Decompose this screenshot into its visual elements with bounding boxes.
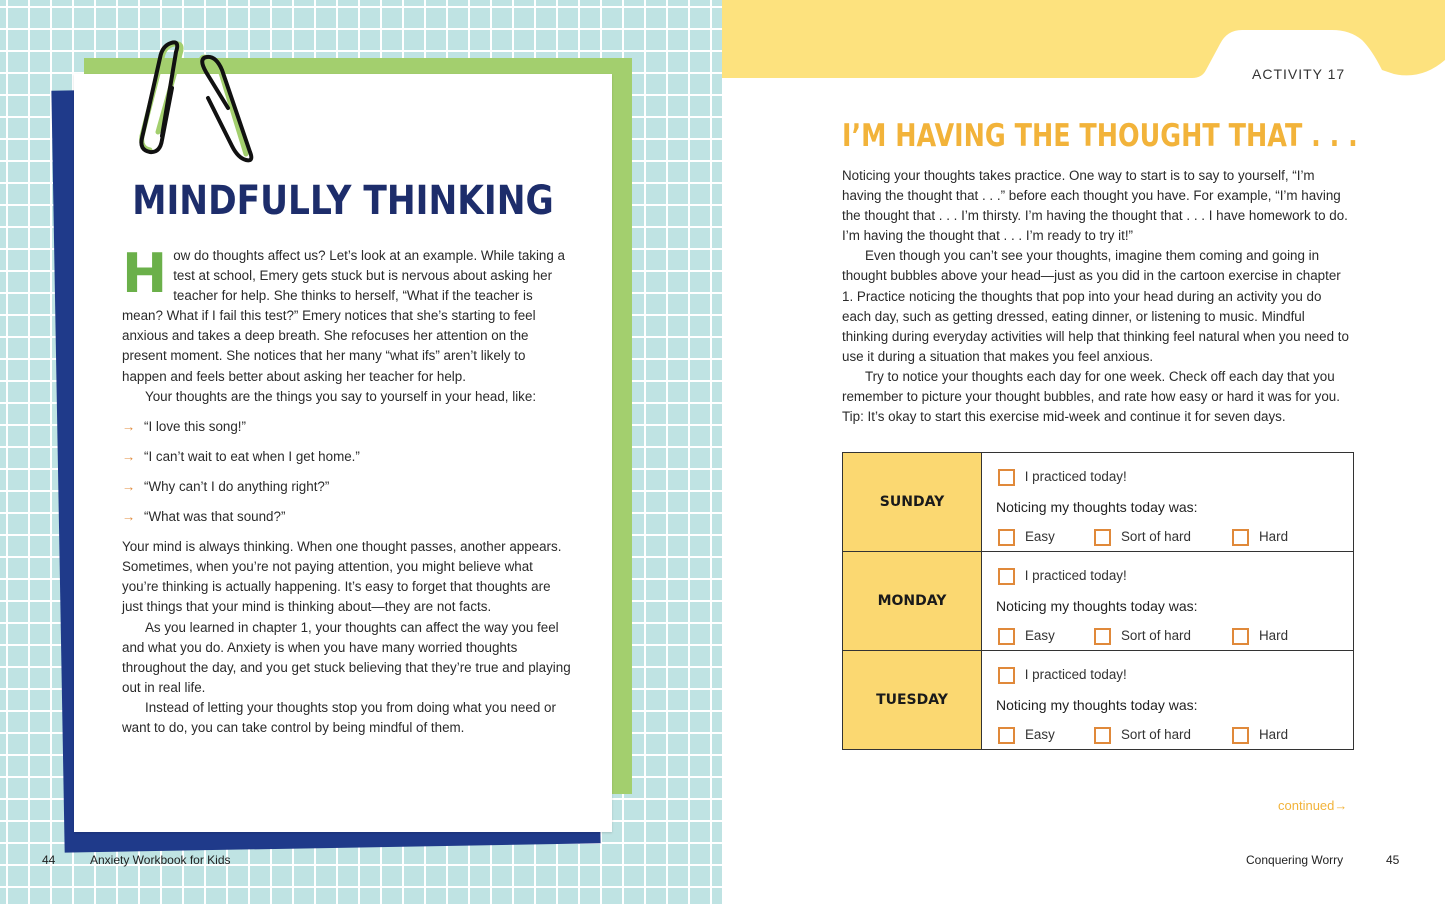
checkbox-icon[interactable] xyxy=(1232,727,1249,744)
checkbox-icon[interactable] xyxy=(1094,727,1111,744)
page-number-left: 44 xyxy=(42,853,56,867)
drop-cap: H xyxy=(122,242,168,305)
hard-option[interactable]: Hard xyxy=(1232,628,1288,645)
list-item: → “Why can’t I do anything right?” xyxy=(122,477,572,497)
checkbox-icon[interactable] xyxy=(1094,628,1111,645)
page-title-right: I’M HAVING THE THOUGHT THAT . . . xyxy=(842,118,1358,154)
checkbox-icon[interactable] xyxy=(1232,628,1249,645)
arrow-right-icon: → xyxy=(122,478,136,494)
checkbox-icon[interactable] xyxy=(998,529,1015,546)
thoughts-paragraph: Your thoughts are the things you say to yourself in your head, like: xyxy=(145,388,537,404)
rating-prompt: Noticing my thoughts today was: xyxy=(996,499,1198,515)
hard-option[interactable]: Hard xyxy=(1232,727,1288,744)
right-body-text xyxy=(842,166,1354,427)
list-item: → “I can’t wait to eat when I get home.” xyxy=(122,447,572,467)
checkbox-icon[interactable] xyxy=(1094,529,1111,546)
table-row xyxy=(843,552,1354,651)
hard-option[interactable]: Hard xyxy=(1232,529,1288,546)
chapter-title-footer: Conquering Worry xyxy=(1246,853,1344,867)
control-paragraph: Instead of letting your thoughts stop you from doing what you need or want to do, you can take control by being mindful of them. xyxy=(122,699,556,735)
anxiety-paragraph: As you learned in chapter 1, your thoughts can affect the way you feel and what you do. Anxiety is when you have many worried thoughts throughout the day, and you get stuck believing that they’re true and playing out in real life. xyxy=(122,619,571,695)
easy-option[interactable]: Easy xyxy=(998,529,1055,546)
checkbox-icon[interactable] xyxy=(1232,529,1249,546)
checkbox-icon[interactable] xyxy=(998,727,1015,744)
sort-of-hard-option[interactable]: Sort of hard xyxy=(1094,727,1191,744)
continued-link[interactable]: continued→ xyxy=(1278,798,1348,813)
bubbles-paragraph: Even though you can’t see your thoughts, imagine them coming and going in thought bubbles above your head—just as you did in the cartoon exercise in chapter 1. Practice noticing the thoughts that pop into your head during an activity you do each day, such as getting dressed, eating dinner, or listening to music. Mindful thinking during everyday activities will help that thinking feel natural when you need to use it during a situation that makes you feel anxious. xyxy=(842,248,1349,364)
arrow-right-icon: → xyxy=(122,509,136,525)
page-number-right: 45 xyxy=(1386,853,1400,867)
easy-option[interactable]: Easy xyxy=(998,628,1055,645)
practiced-option[interactable]: I practiced today! xyxy=(998,469,1127,486)
list-item: → “What was that sound?” xyxy=(122,507,572,527)
page-title-left: MINDFULLY THINKING xyxy=(132,178,554,224)
activity-label: ACTIVITY 17 xyxy=(1252,66,1346,82)
sort-of-hard-option[interactable]: Sort of hard xyxy=(1094,628,1191,645)
practice-paragraph: Noticing your thoughts takes practice. One way to start is to say to yourself, “I’m having the thought that . . .” before each thought you have. For example, “I’m having the thought that . . . I’m thirsty. I’m having the thought that . . . I have homework to do. I’m having the thought that . . . I’m ready to try it!” xyxy=(842,168,1348,244)
mind-paragraph: Your mind is always thinking. When one thought passes, another appears. Sometimes, when you’re not paying attention, you might believe what you’re thinking is actually happening. It’s easy to forget that thoughts are just things that your mind is thinking about—they are not facts. xyxy=(122,539,562,615)
intro-paragraph: ow do thoughts affect us? Let’s look at an example. While taking a test at school, Emery gets stuck but is nervous about asking her teacher for help. She thinks to herself, “What if the teacher is mean? What if I fail this test?” Emery notices that she’s starting to feel anxious and takes a deep breath. She refocuses her attention on the present moment. She notices that her many “what ifs” aren’t likely to happen and feels better about asking her teacher for help. xyxy=(122,248,565,384)
day-label: TUESDAY xyxy=(843,651,982,750)
checkbox-icon[interactable] xyxy=(998,667,1015,684)
left-body-text xyxy=(122,242,572,738)
checkbox-icon[interactable] xyxy=(998,628,1015,645)
day-label: SUNDAY xyxy=(843,453,982,552)
sort-of-hard-option[interactable]: Sort of hard xyxy=(1094,529,1191,546)
checkbox-icon[interactable] xyxy=(998,568,1015,585)
rating-prompt: Noticing my thoughts today was: xyxy=(996,697,1198,713)
book-title-footer: Anxiety Workbook for Kids xyxy=(90,853,231,867)
practiced-option[interactable]: I practiced today! xyxy=(998,568,1127,585)
arrow-right-icon: → xyxy=(122,418,136,434)
table-row xyxy=(843,453,1354,552)
checkbox-icon[interactable] xyxy=(998,469,1015,486)
weekly-tracker-table xyxy=(842,452,1354,750)
instructions-paragraph: Try to notice your thoughts each day for one week. Check off each day that you remember to picture your thought bubbles, and rate how easy or hard it was for you. Tip: It’s okay to start this exercise mid-week and continue it for seven days. xyxy=(842,368,1340,425)
rating-prompt: Noticing my thoughts today was: xyxy=(996,598,1198,614)
practiced-option[interactable]: I practiced today! xyxy=(998,667,1127,684)
paper-clip-icon xyxy=(128,40,258,170)
day-label: MONDAY xyxy=(843,552,982,651)
table-row xyxy=(843,651,1354,750)
list-item: → “I love this song!” xyxy=(122,417,572,437)
arrow-right-icon: → xyxy=(122,448,136,464)
easy-option[interactable]: Easy xyxy=(998,727,1055,744)
thought-examples-list xyxy=(122,417,572,527)
